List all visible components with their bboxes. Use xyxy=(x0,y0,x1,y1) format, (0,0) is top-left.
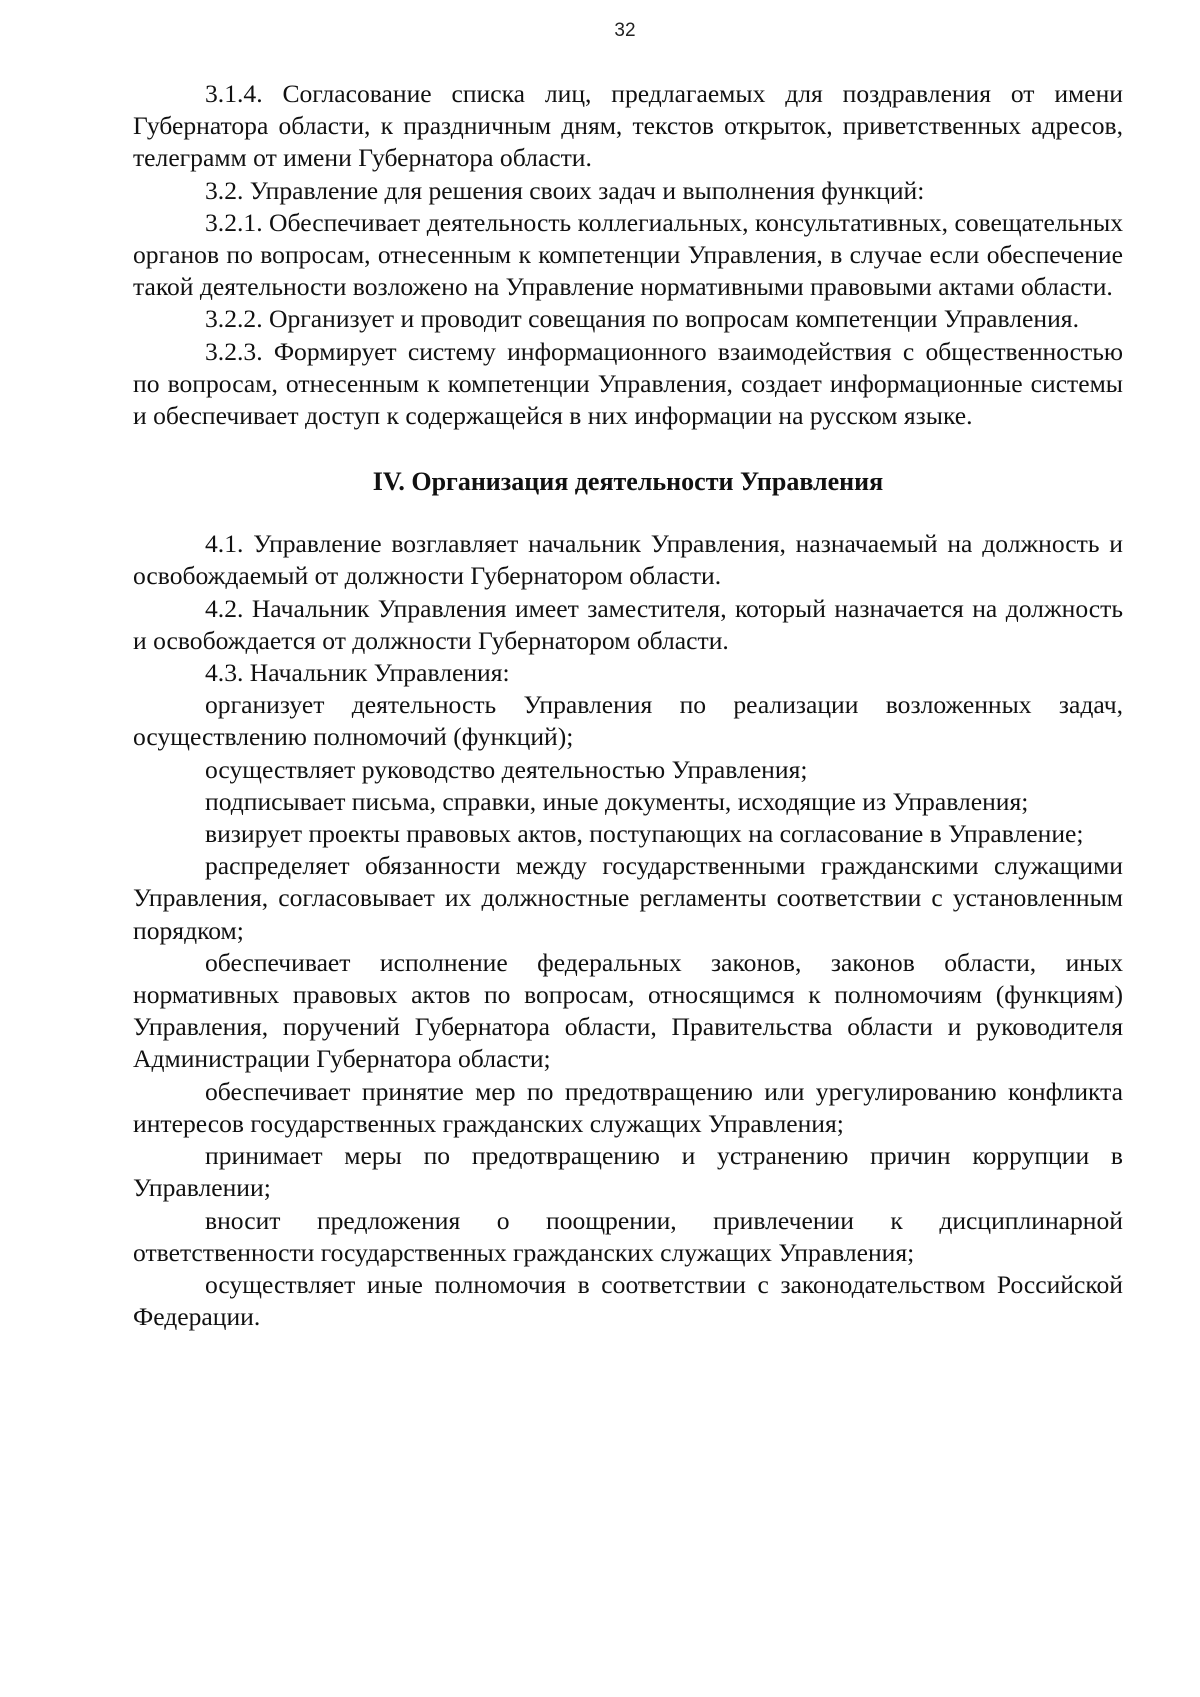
duty-item: распределяет обязанности между государственными гражданскими служащими Управления, согласовывает их должностные регламенты соответствии с установленным порядком; xyxy=(133,851,1123,945)
duty-item: принимает меры по предотвращению и устранению причин коррупции в Управлении; xyxy=(133,1141,1123,1203)
section-heading: IV. Организация деятельности Управления xyxy=(372,467,884,497)
duty-item: визирует проекты правовых актов, поступающих на согласование в Управление; xyxy=(205,819,1084,849)
duty-item: организует деятельность Управления по реализации возложенных задач, осуществлению полномочий (функций); xyxy=(133,690,1123,752)
document-body xyxy=(133,78,1123,1333)
duty-item: вносит предложения о поощрении, привлечении к дисциплинарной ответственности государственных гражданских служащих Управления; xyxy=(133,1205,1123,1267)
paragraph-4-1: 4.1. Управление возглавляет начальник Управления, назначаемый на должность и освобождаемый от должности Губернатором области. xyxy=(133,529,1123,591)
paragraph-3-1-4: 3.1.4. Согласование списка лиц, предлагаемых для поздравления от имени Губернатора области, к праздничным дням, текстов открыток, приветственных адресов, телеграмм от имени Губернатора области. xyxy=(133,79,1123,173)
paragraph-3-2-3: 3.2.3. Формирует систему информационного взаимодействия с общественностью по вопросам, отнесенным к компетенции Управления, создает информационные системы и обеспечивает доступ к содержащейся в них информации на русском языке. xyxy=(133,336,1123,431)
paragraph-3-2: 3.2. Управление для решения своих задач и выполнения функций: xyxy=(205,175,925,205)
duty-item: осуществляет иные полномочия в соответствии с законодательством Российской Федерации. xyxy=(133,1269,1123,1332)
duty-item: обеспечивает исполнение федеральных законов, законов области, иных нормативных правовых актов по вопросам, относящимся к полномочиям (функциям) Управления, поручений Губернатора области, Правительства области и руководителя Администрации Губернатора области; xyxy=(133,947,1123,1074)
paragraph-4-2: 4.2. Начальник Управления имеет заместителя, который назначается на должность и освобождается от должности Губернатором области. xyxy=(133,593,1123,655)
paragraph-4-3: 4.3. Начальник Управления: xyxy=(205,658,510,688)
paragraph-3-2-1: 3.2.1. Обеспечивает деятельность коллегиальных, консультативных, совещательных органов по вопросам, отнесенным к компетенции Управления, в случае если обеспечение такой деятельности возложено на Управление нормативными правовыми актами области. xyxy=(133,207,1123,302)
duty-item: обеспечивает принятие мер по предотвращению или урегулированию конфликта интересов государственных гражданских служащих Управления; xyxy=(133,1076,1123,1138)
paragraph-3-2-2: 3.2.2. Организует и проводит совещания по вопросам компетенции Управления. xyxy=(205,304,1079,334)
duty-item: осуществляет руководство деятельностью Управления; xyxy=(205,754,808,784)
page-number: 32 xyxy=(614,20,636,41)
duty-item: подписывает письма, справки, иные документы, исходящие из Управления; xyxy=(205,786,1029,816)
